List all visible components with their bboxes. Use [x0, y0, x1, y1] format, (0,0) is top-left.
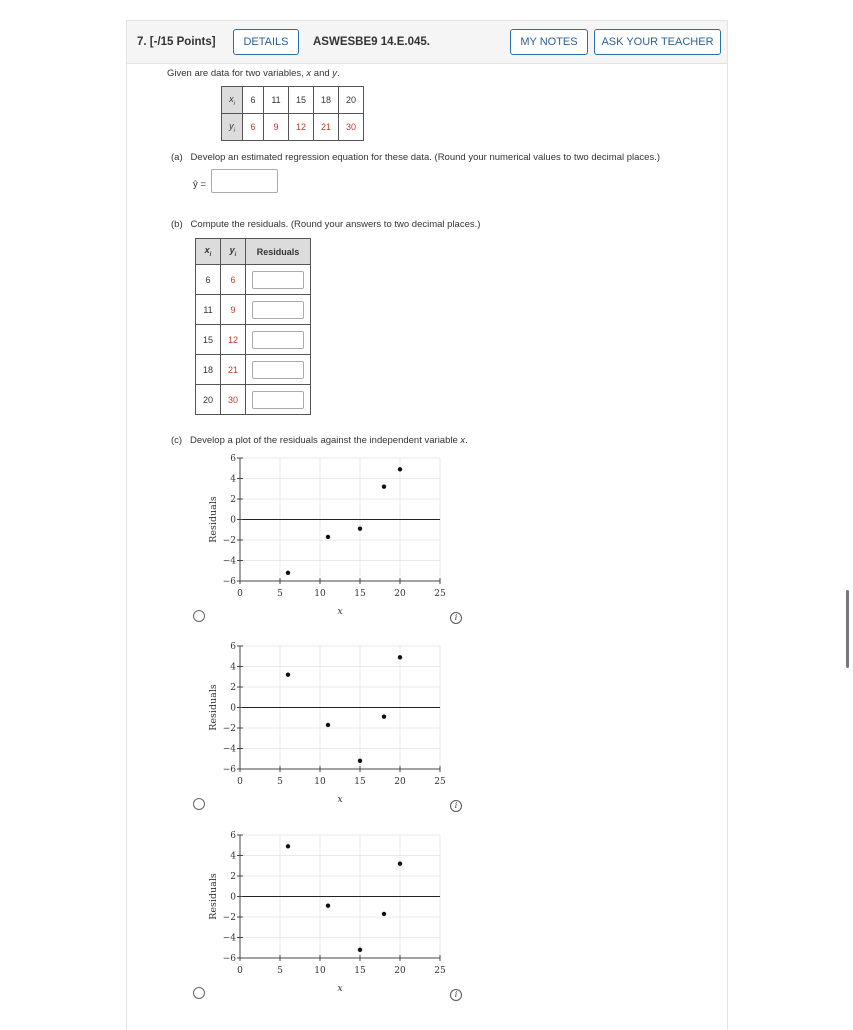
y-cell: 30 [339, 114, 364, 141]
residual-cell [246, 265, 311, 295]
y-cell: 12 [289, 114, 314, 141]
col-x-header: $x_i$ [196, 239, 221, 265]
y-tick-label: 4 [230, 662, 236, 673]
residual-plot-2 [190, 638, 490, 808]
y-tick-label: 0 [230, 892, 236, 903]
y-tick-label: −2 [222, 536, 236, 546]
table-row [196, 355, 311, 385]
info-icon[interactable]: i [450, 612, 462, 624]
row-y: 6 [221, 265, 246, 295]
part-a-prompt: (a) Develop an estimated regression equation for these data. (Round your numerical values to two decimal places.) [171, 152, 660, 163]
col-residuals-header: Residuals [246, 239, 311, 265]
y-tick-label: −6 [222, 577, 236, 587]
table-row [196, 265, 311, 295]
question-header [127, 20, 727, 64]
y-tick-label: 6 [230, 454, 236, 464]
table-row [196, 385, 311, 415]
data-point [326, 535, 330, 539]
x-tick-label: 20 [394, 777, 406, 787]
y-tick-label: 2 [230, 683, 236, 693]
residual-input[interactable] [252, 391, 304, 409]
col-y-header: $y_i$ [221, 239, 246, 265]
yhat-label: ŷ = [193, 179, 206, 190]
y-tick-label: 0 [230, 703, 236, 714]
x-tick-label: 15 [354, 777, 366, 787]
data-point [286, 673, 290, 677]
x-cell: 15 [289, 87, 314, 114]
row-x: 20 [196, 385, 221, 415]
x-tick-label: 10 [314, 589, 326, 599]
x-tick-label: 15 [354, 966, 366, 976]
y-tick-label: −2 [222, 724, 236, 734]
details-button[interactable]: DETAILS [233, 29, 299, 55]
row-y: 21 [221, 355, 246, 385]
row-y: 9 [221, 295, 246, 325]
y-tick-label: 4 [230, 851, 236, 862]
data-point [398, 655, 402, 659]
question-code: ASWESBE9 14.E.045. [313, 36, 430, 48]
data-point [382, 715, 386, 719]
y-tick-label: 6 [230, 831, 236, 841]
page-scrollbar[interactable] [846, 590, 849, 668]
x-tick-label: 0 [237, 589, 243, 599]
plot-option-radio[interactable] [193, 798, 205, 810]
x-tick-label: 5 [277, 777, 283, 787]
my-notes-button[interactable]: MY NOTES [510, 29, 588, 55]
data-point [326, 904, 330, 908]
x-tick-label: 5 [277, 966, 283, 976]
data-point [358, 759, 362, 763]
data-table-y-row [222, 114, 364, 141]
data-point [358, 948, 362, 952]
part-b-prompt: (b) Compute the residuals. (Round your answers to two decimal places.) [171, 219, 481, 230]
residual-input[interactable] [252, 271, 304, 289]
x-cell: 20 [339, 87, 364, 114]
x-tick-label: 20 [394, 589, 406, 599]
x-header: $x_i$ [222, 87, 243, 114]
x-tick-label: 5 [277, 589, 283, 599]
x-tick-label: 10 [314, 777, 326, 787]
y-tick-label: −4 [222, 744, 236, 755]
y-axis-label: Residuals [208, 873, 219, 920]
x-axis-label: x [337, 983, 343, 994]
regression-equation-input[interactable] [211, 169, 278, 193]
x-cell: 11 [264, 87, 289, 114]
x-tick-label: 10 [314, 966, 326, 976]
residual-cell [246, 355, 311, 385]
row-x: 11 [196, 295, 221, 325]
x-cell: 6 [243, 87, 264, 114]
x-cell: 18 [314, 87, 339, 114]
question-number: 7. [-/15 Points] [137, 36, 216, 48]
y-axis-label: Residuals [208, 684, 219, 731]
y-tick-label: 6 [230, 642, 236, 652]
y-tick-label: −4 [222, 556, 236, 567]
residual-input[interactable] [252, 331, 304, 349]
row-x: 15 [196, 325, 221, 355]
points-label: [-/15 Points] [149, 36, 216, 48]
info-icon[interactable]: i [450, 800, 462, 812]
y-header: $y_i$ [222, 114, 243, 141]
data-point [382, 485, 386, 489]
ask-your-teacher-button[interactable]: ASK YOUR TEACHER [594, 29, 721, 55]
part-c-prompt: (c) Develop a plot of the residuals against the independent variable x. [171, 435, 468, 446]
row-x: 6 [196, 265, 221, 295]
y-cell: 6 [243, 114, 264, 141]
residual-plot-1 [190, 450, 490, 620]
table-row [196, 325, 311, 355]
row-y: 30 [221, 385, 246, 415]
y-cell: 9 [264, 114, 289, 141]
residual-cell [246, 385, 311, 415]
data-table [221, 86, 364, 141]
table-row [196, 295, 311, 325]
residual-cell [246, 295, 311, 325]
plot-option-radio[interactable] [193, 610, 205, 622]
y-tick-label: −2 [222, 913, 236, 923]
y-tick-label: 2 [230, 495, 236, 505]
data-point [398, 467, 402, 471]
data-point [358, 527, 362, 531]
x-tick-label: 25 [434, 589, 446, 599]
residual-plot-3 [190, 827, 490, 997]
y-axis-label: Residuals [208, 496, 219, 543]
residual-input[interactable] [252, 361, 304, 379]
x-tick-label: 25 [434, 777, 446, 787]
x-tick-label: 15 [354, 589, 366, 599]
data-point [286, 571, 290, 575]
y-tick-label: 2 [230, 872, 236, 882]
x-tick-label: 0 [237, 777, 243, 787]
x-tick-label: 0 [237, 966, 243, 976]
y-tick-label: 4 [230, 474, 236, 485]
y-tick-label: −6 [222, 954, 236, 964]
x-tick-label: 25 [434, 966, 446, 976]
intro-text: Given are data for two variables, x and y. [167, 68, 340, 79]
y-cell: 21 [314, 114, 339, 141]
residual-input[interactable] [252, 301, 304, 319]
residual-cell [246, 325, 311, 355]
data-point [382, 912, 386, 916]
x-axis-label: x [337, 794, 343, 805]
residuals-header-row [196, 239, 311, 265]
y-tick-label: 0 [230, 515, 236, 526]
row-x: 18 [196, 355, 221, 385]
row-y: 12 [221, 325, 246, 355]
plot-option-radio[interactable] [193, 987, 205, 999]
data-point [398, 862, 402, 866]
data-point [286, 844, 290, 848]
x-axis-label: x [337, 606, 343, 617]
x-tick-label: 20 [394, 966, 406, 976]
y-tick-label: −4 [222, 933, 236, 944]
residuals-table [195, 238, 311, 415]
y-tick-label: −6 [222, 765, 236, 775]
data-table-x-row [222, 87, 364, 114]
info-icon[interactable]: i [450, 989, 462, 1001]
data-point [326, 723, 330, 727]
